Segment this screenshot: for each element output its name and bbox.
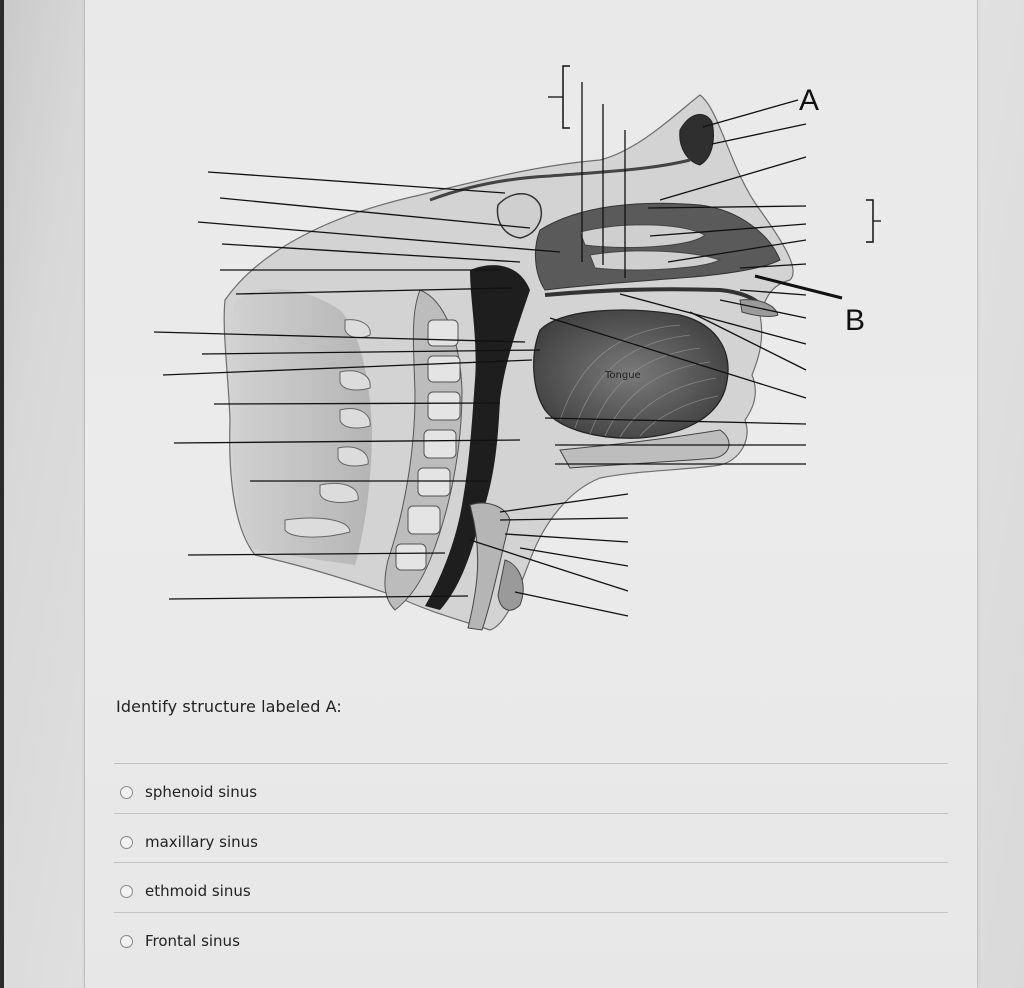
option-label: sphenoid sinus	[145, 783, 258, 801]
option-label: Frontal sinus	[145, 932, 240, 950]
radio-button[interactable]	[120, 836, 133, 849]
option-maxillary-sinus[interactable]	[120, 833, 258, 851]
radio-button[interactable]	[120, 885, 133, 898]
radio-button[interactable]	[120, 786, 133, 799]
option-frontal-sinus[interactable]	[120, 932, 240, 950]
divider-3	[114, 912, 948, 913]
option-ethmoid-sinus[interactable]	[120, 882, 251, 900]
option-label: ethmoid sinus	[145, 882, 251, 900]
label-a-pointer	[703, 100, 798, 127]
divider-top	[114, 763, 948, 764]
divider-2	[114, 862, 948, 863]
question-prompt: Identify structure labeled A:	[116, 697, 342, 716]
tongue-label: Tongue	[605, 370, 641, 381]
option-sphenoid-sinus[interactable]	[120, 783, 257, 801]
label-a: A	[799, 84, 820, 117]
option-label: maxillary sinus	[145, 833, 258, 851]
top-bracket	[563, 66, 570, 128]
divider-1	[114, 813, 948, 814]
right-bracket	[866, 200, 873, 242]
label-b: B	[845, 304, 866, 337]
radio-button[interactable]	[120, 935, 133, 948]
